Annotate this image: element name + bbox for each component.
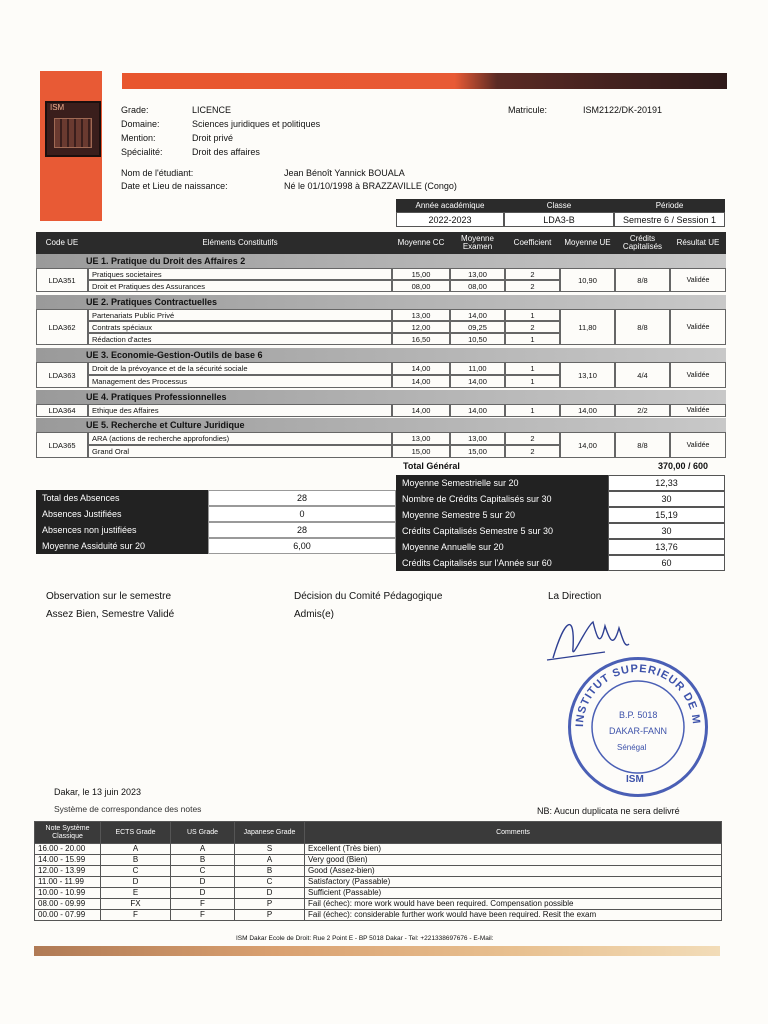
totals-value: 15,19 <box>608 507 725 523</box>
ue-result: Validée <box>670 432 726 458</box>
ue-code: LDA351 <box>36 268 88 292</box>
ec-moy-cc: 12,00 <box>392 321 450 333</box>
ec-coef: 2 <box>505 432 560 445</box>
specialite-label: Spécialité: <box>121 147 163 157</box>
col-coef: Coefficient <box>513 238 552 247</box>
scale-ects: A <box>101 844 171 855</box>
scale-comment: Good (Assez-bien) <box>305 866 722 877</box>
scale-header-row <box>35 822 722 844</box>
ue-result: Validée <box>670 268 726 292</box>
ue-moy: 14,00 <box>560 432 615 458</box>
ec-coef: 1 <box>505 309 560 321</box>
decision-label: Décision du Comité Pédagogique <box>294 591 443 602</box>
col-elements: Eléments Constitutifs <box>202 238 278 247</box>
scale-us: F <box>171 899 235 910</box>
building-icon <box>54 118 92 148</box>
ec-moy-cc: 15,00 <box>392 268 450 280</box>
scale-ects: D <box>101 877 171 888</box>
total-label: Total Général <box>403 461 460 471</box>
date: Dakar, le 13 juin 2023 <box>54 787 142 797</box>
absence-label: Absences Justifiées <box>36 506 208 522</box>
totals-label: Moyenne Semestrielle sur 20 <box>396 475 608 491</box>
ue-moy: 10,90 <box>560 268 615 292</box>
mention-label: Mention: <box>121 133 156 143</box>
ec-name: Droit et Pratiques des Assurances <box>88 280 392 292</box>
table-row <box>35 899 722 910</box>
header-bar <box>122 73 727 89</box>
scale-comment: Very good (Bien) <box>305 855 722 866</box>
naissance-label: Date et Lieu de naissance: <box>121 181 228 191</box>
scale-col-comments: Comments <box>305 822 722 844</box>
decision-value: Admis(e) <box>294 609 335 620</box>
ec-coef: 1 <box>505 362 560 375</box>
ec-coef: 2 <box>505 280 560 292</box>
scale-us: C <box>171 866 235 877</box>
ue-credits: 8/8 <box>615 268 670 292</box>
ue-title: UE 3. Economie-Gestion-Outils de base 6 <box>36 348 726 362</box>
total-value: 370,00 / 600 <box>658 461 709 471</box>
totals-label: Crédits Capitalisés sur l'Année sur 60 <box>396 555 608 571</box>
scale-comment: Fail (échec): more work would have been required. Compensation possible <box>305 899 722 910</box>
ec-moy-cc: 14,00 <box>392 375 450 388</box>
scale-range: 12.00 - 13.99 <box>35 866 101 877</box>
ec-moy-exam: 13,00 <box>450 432 505 445</box>
ue-title: UE 2. Pratiques Contractuelles <box>36 295 726 309</box>
stamp-bp: B.P. 5018 <box>619 710 658 720</box>
absence-label: Moyenne Assiduité sur 20 <box>36 538 208 554</box>
ec-moy-exam: 08,00 <box>450 280 505 292</box>
scale-us: D <box>171 888 235 899</box>
scale-range: 14.00 - 15.99 <box>35 855 101 866</box>
absence-value: 28 <box>208 490 396 506</box>
scale-range: 11.00 - 11.99 <box>35 877 101 888</box>
stamp-ism: ISM <box>626 774 644 785</box>
col-moy-ue: Moyenne UE <box>564 238 611 247</box>
scale-comment: Excellent (Très bien) <box>305 844 722 855</box>
table-row <box>35 888 722 899</box>
ec-name: Droit de la prévoyance et de la sécurité sociale <box>88 362 392 375</box>
stamp-ring <box>571 660 705 794</box>
ue-result: Validée <box>670 309 726 345</box>
periode-value: Semestre 6 / Session 1 <box>614 212 725 227</box>
ue-code: LDA363 <box>36 362 88 388</box>
scale-ects: E <box>101 888 171 899</box>
scale-ects: B <box>101 855 171 866</box>
table-row <box>35 877 722 888</box>
scale-us: F <box>171 910 235 921</box>
totals-label: Moyenne Annuelle sur 20 <box>396 539 608 555</box>
totals-value: 60 <box>608 555 725 571</box>
domaine-value: Sciences juridiques et politiques <box>192 119 321 129</box>
logo-text: ISM <box>50 103 65 112</box>
ue-credits: 8/8 <box>615 309 670 345</box>
ue-title: UE 4. Pratiques Professionnelles <box>36 390 726 404</box>
ue-moy: 14,00 <box>560 404 615 417</box>
stamp-country: Sénégal <box>617 743 647 752</box>
ue-credits: 8/8 <box>615 432 670 458</box>
scale-comment: Fail (échec): considerable further work would have been required. Resit the exam <box>305 910 722 921</box>
stamp-institution: INSTITUT SUPERIEUR DE M <box>573 662 703 728</box>
ec-name: Rédaction d'actes <box>88 333 392 345</box>
absence-value: 6,00 <box>208 538 396 554</box>
ue-result: Validée <box>670 362 726 388</box>
table-row <box>35 844 722 855</box>
footer-bar <box>34 946 720 956</box>
absence-label: Absences non justifiées <box>36 522 208 538</box>
periode-header: Période <box>614 199 725 212</box>
ec-name: ARA (actions de recherche approfondies) <box>88 432 392 445</box>
ec-moy-exam: 15,00 <box>450 445 505 458</box>
scale-jp: A <box>235 855 305 866</box>
ec-moy-cc: 16,50 <box>392 333 450 345</box>
scale-ects: F <box>101 910 171 921</box>
col-code: Code UE <box>45 238 79 247</box>
scale-comment: Sufficient (Passable) <box>305 888 722 899</box>
classe-header: Classe <box>504 199 614 212</box>
totals-value: 13,76 <box>608 539 725 555</box>
scale-col-sys: Note Système Classique <box>35 822 101 844</box>
matricule-label: Matricule: <box>508 105 548 115</box>
ec-name: Grand Oral <box>88 445 392 458</box>
ec-moy-cc: 14,00 <box>392 362 450 375</box>
totals-value: 12,33 <box>608 475 725 491</box>
classe-value: LDA3-B <box>504 212 614 227</box>
scale-jp: P <box>235 910 305 921</box>
ec-moy-cc: 14,00 <box>392 404 450 417</box>
address-line: ISM Dakar Ecole de Droit: Rue 2 Point E - BP 5018 Dakar - Tel: +221338697676 - E-Mail: <box>236 935 494 942</box>
ec-moy-cc: 15,00 <box>392 445 450 458</box>
table-row <box>35 866 722 877</box>
scale-us: A <box>171 844 235 855</box>
scale-jp: C <box>235 877 305 888</box>
absence-value: 0 <box>208 506 396 522</box>
ec-moy-cc: 13,00 <box>392 432 450 445</box>
scale-jp: P <box>235 899 305 910</box>
ec-moy-exam: 13,00 <box>450 268 505 280</box>
ec-coef: 2 <box>505 321 560 333</box>
ec-name: Partenariats Public Privé <box>88 309 392 321</box>
systeme-title: Système de correspondance des notes <box>54 804 202 814</box>
ec-coef: 1 <box>505 375 560 388</box>
ec-name: Ethique des Affaires <box>88 404 392 417</box>
annee-value: 2022-2023 <box>396 212 504 227</box>
ec-moy-exam: 09,25 <box>450 321 505 333</box>
ue-code: LDA364 <box>36 404 88 417</box>
scale-jp: S <box>235 844 305 855</box>
ec-name: Pratiques societaires <box>88 268 392 280</box>
ec-moy-exam: 14,00 <box>450 404 505 417</box>
ec-name: Management des Processus <box>88 375 392 388</box>
ue-title: UE 5. Recherche et Culture Juridique <box>36 418 726 432</box>
grade-scale-table <box>34 821 722 921</box>
scale-range: 10.00 - 10.99 <box>35 888 101 899</box>
ue-moy: 11,80 <box>560 309 615 345</box>
grade-label: Grade: <box>121 105 149 115</box>
matricule-value: ISM2122/DK-20191 <box>583 105 663 115</box>
ue-moy: 13,10 <box>560 362 615 388</box>
observation-value: Assez Bien, Semestre Validé <box>46 609 175 620</box>
ec-moy-exam: 14,00 <box>450 375 505 388</box>
ec-moy-cc: 13,00 <box>392 309 450 321</box>
ue-result: Validée <box>670 404 726 417</box>
totals-label: Crédits Capitalisés Semestre 5 sur 30 <box>396 523 608 539</box>
ec-moy-exam: 10,50 <box>450 333 505 345</box>
scale-jp: B <box>235 866 305 877</box>
totals-label: Moyenne Semestre 5 sur 20 <box>396 507 608 523</box>
scale-range: 00.00 - 07.99 <box>35 910 101 921</box>
mention-value: Droit privé <box>192 133 234 143</box>
ec-coef: 2 <box>505 445 560 458</box>
totals-value: 30 <box>608 491 725 507</box>
col-moy-cc: Moyenne CC <box>397 238 445 247</box>
scale-ects: C <box>101 866 171 877</box>
col-resultat: Résultat UE <box>676 238 720 247</box>
scale-col-us: US Grade <box>171 822 235 844</box>
totals-label: Nombre de Crédits Capitalisés sur 30 <box>396 491 608 507</box>
totals-value: 30 <box>608 523 725 539</box>
ec-moy-cc: 08,00 <box>392 280 450 292</box>
col-credits: Crédits Capitalisés <box>622 234 663 251</box>
ec-name: Contrats spéciaux <box>88 321 392 333</box>
ue-credits: 2/2 <box>615 404 670 417</box>
scale-us: B <box>171 855 235 866</box>
domaine-label: Domaine: <box>121 119 160 129</box>
scale-range: 08.00 - 09.99 <box>35 899 101 910</box>
direction-label: La Direction <box>548 591 602 602</box>
table-row <box>35 910 722 921</box>
scale-comment: Satisfactory (Passable) <box>305 877 722 888</box>
scale-col-ects: ECTS Grade <box>101 822 171 844</box>
nom-label: Nom de l'étudiant: <box>121 168 194 178</box>
ec-coef: 1 <box>505 404 560 417</box>
scale-jp: D <box>235 888 305 899</box>
annee-header: Année académique <box>396 199 504 212</box>
scale-us: D <box>171 877 235 888</box>
specialite-value: Droit des affaires <box>192 147 260 157</box>
table-row <box>35 855 722 866</box>
ue-title: UE 1. Pratique du Droit des Affaires 2 <box>36 254 726 268</box>
absence-value: 28 <box>208 522 396 538</box>
stamp-city: DAKAR-FANN <box>609 726 668 736</box>
ue-credits: 4/4 <box>615 362 670 388</box>
nb-note: NB: Aucun duplicata ne sera delivré <box>537 806 680 816</box>
observation-label: Observation sur le semestre <box>46 591 172 602</box>
ue-code: LDA362 <box>36 309 88 345</box>
ec-moy-exam: 14,00 <box>450 309 505 321</box>
scale-col-jp: Japanese Grade <box>235 822 305 844</box>
institution-stamp <box>568 657 708 797</box>
naissance-value: Né le 01/10/1998 à BRAZZAVILLE (Congo) <box>284 181 457 191</box>
scale-range: 16.00 - 20.00 <box>35 844 101 855</box>
ec-coef: 2 <box>505 268 560 280</box>
ec-coef: 1 <box>505 333 560 345</box>
nom-value: Jean Bénoît Yannick BOUALA <box>284 168 405 178</box>
scale-ects: FX <box>101 899 171 910</box>
col-moy-exam: Moyenne Examen <box>461 234 494 251</box>
ue-code: LDA365 <box>36 432 88 458</box>
absence-label: Total des Absences <box>36 490 208 506</box>
grade-value: LICENCE <box>192 105 232 115</box>
ec-moy-exam: 11,00 <box>450 362 505 375</box>
